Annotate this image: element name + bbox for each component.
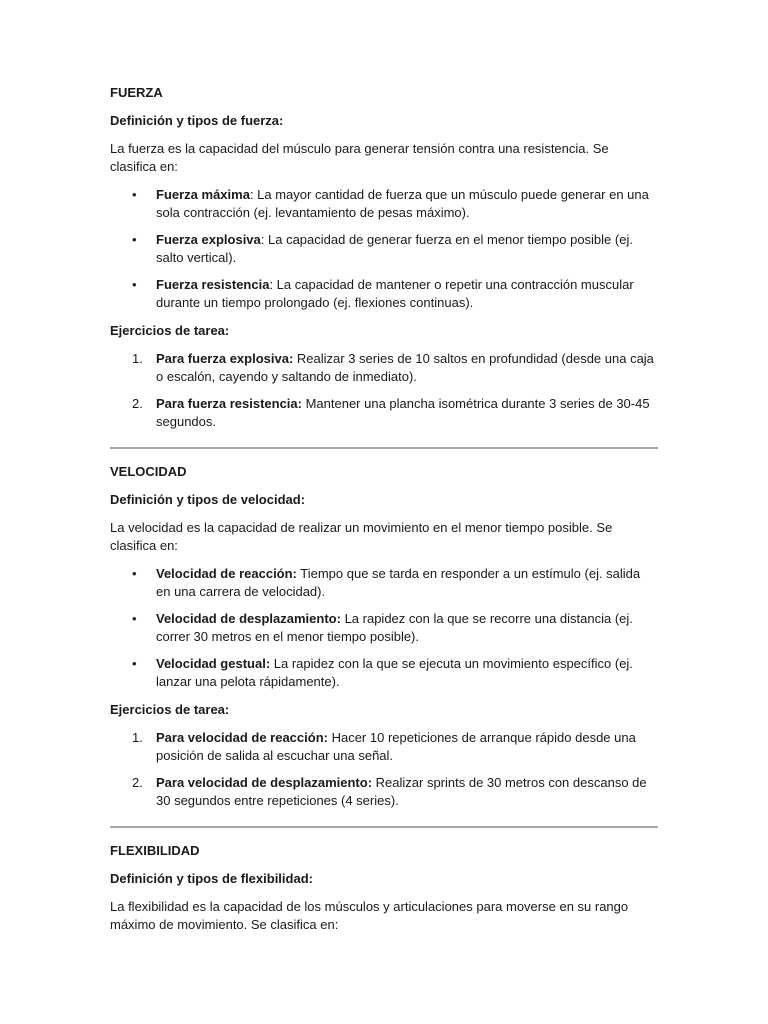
section-title: FUERZA (110, 85, 163, 100)
section-velocidad (110, 463, 658, 810)
list-item (132, 231, 658, 267)
bullet-icon: • (132, 566, 137, 581)
section-divider (110, 447, 658, 449)
type-term: Fuerza explosiva (156, 232, 261, 247)
list-item (132, 729, 658, 765)
exercises-heading: Ejercicios de tarea: (110, 323, 230, 338)
exercise-text: Realizar sprints de 30 metros con descanso de 30 segundos entre repeticiones (4 series). (156, 775, 647, 808)
section-subheading: Definición y tipos de fuerza: (110, 113, 284, 128)
item-number: 2. (132, 775, 143, 790)
list-item (132, 395, 658, 431)
section-fuerza (110, 84, 658, 431)
section-intro: La flexibilidad es la capacidad de los músculos y articulaciones para moverse en su rango máximo de movimiento. Se clasifica en: (110, 899, 629, 932)
list-item (132, 774, 658, 810)
exercise-term: Para fuerza resistencia: (156, 396, 302, 411)
list-item (132, 610, 658, 646)
type-term: Velocidad de desplazamiento: (156, 611, 341, 626)
types-list (110, 565, 658, 691)
list-item (132, 186, 658, 222)
exercises-list (110, 350, 658, 431)
bullet-icon: • (132, 611, 137, 626)
list-item (132, 565, 658, 601)
bullet-icon: • (132, 656, 137, 671)
list-item (132, 276, 658, 312)
exercise-text: Hacer 10 repeticiones de arranque rápido desde una posición de salida al escuchar una señal. (156, 730, 636, 763)
section-intro: La fuerza es la capacidad del músculo para generar tensión contra una resistencia. Se clasifica en: (110, 141, 609, 174)
type-text: : La capacidad de mantener o repetir una contracción muscular durante un tiempo prolongado (ej. flexiones continuas). (156, 277, 634, 310)
section-title: FLEXIBILIDAD (110, 843, 200, 858)
exercises-list (110, 729, 658, 810)
section-intro: La velocidad es la capacidad de realizar un movimiento en el menor tiempo posible. Se clasifica en: (110, 520, 613, 553)
bullet-icon: • (132, 277, 137, 292)
type-text: : La mayor cantidad de fuerza que un músculo puede generar en una sola contracción (ej. levantamiento de pesas máximo). (156, 187, 649, 220)
section-subheading: Definición y tipos de velocidad: (110, 492, 306, 507)
type-text: : La capacidad de generar fuerza en el menor tiempo posible (ej. salto vertical). (156, 232, 633, 265)
section-subheading: Definición y tipos de flexibilidad: (110, 871, 313, 886)
types-list (110, 186, 658, 312)
type-text: La rapidez con la que se recorre una distancia (ej. correr 30 metros en el menor tiempo posible). (156, 611, 633, 644)
list-item (132, 350, 658, 386)
section-flexibilidad (110, 842, 658, 934)
section-divider (110, 826, 658, 828)
bullet-icon: • (132, 187, 137, 202)
list-item (132, 655, 658, 691)
exercise-text: Realizar 3 series de 10 saltos en profundidad (desde una caja o escalón, cayendo y saltando de inmediato). (156, 351, 654, 384)
item-number: 2. (132, 396, 143, 411)
type-text: Tiempo que se tarda en responder a un estímulo (ej. salida en una carrera de velocidad). (156, 566, 641, 599)
exercise-term: Para velocidad de desplazamiento: (156, 775, 373, 790)
item-number: 1. (132, 351, 143, 366)
item-number: 1. (132, 730, 143, 745)
exercises-heading: Ejercicios de tarea: (110, 702, 230, 717)
type-term: Velocidad gestual: (156, 656, 271, 671)
exercise-text: Mantener una plancha isométrica durante 3 series de 30-45 segundos. (156, 396, 650, 429)
exercise-term: Para velocidad de reacción: (156, 730, 328, 745)
type-term: Fuerza resistencia (156, 277, 270, 292)
type-term: Fuerza máxima (156, 187, 250, 202)
exercise-term: Para fuerza explosiva: (156, 351, 294, 366)
type-term: Velocidad de reacción: (156, 566, 297, 581)
section-title: VELOCIDAD (110, 464, 187, 479)
bullet-icon: • (132, 232, 137, 247)
type-text: La rapidez con la que se ejecuta un movimiento específico (ej. lanzar una pelota rápidamente). (156, 656, 633, 689)
